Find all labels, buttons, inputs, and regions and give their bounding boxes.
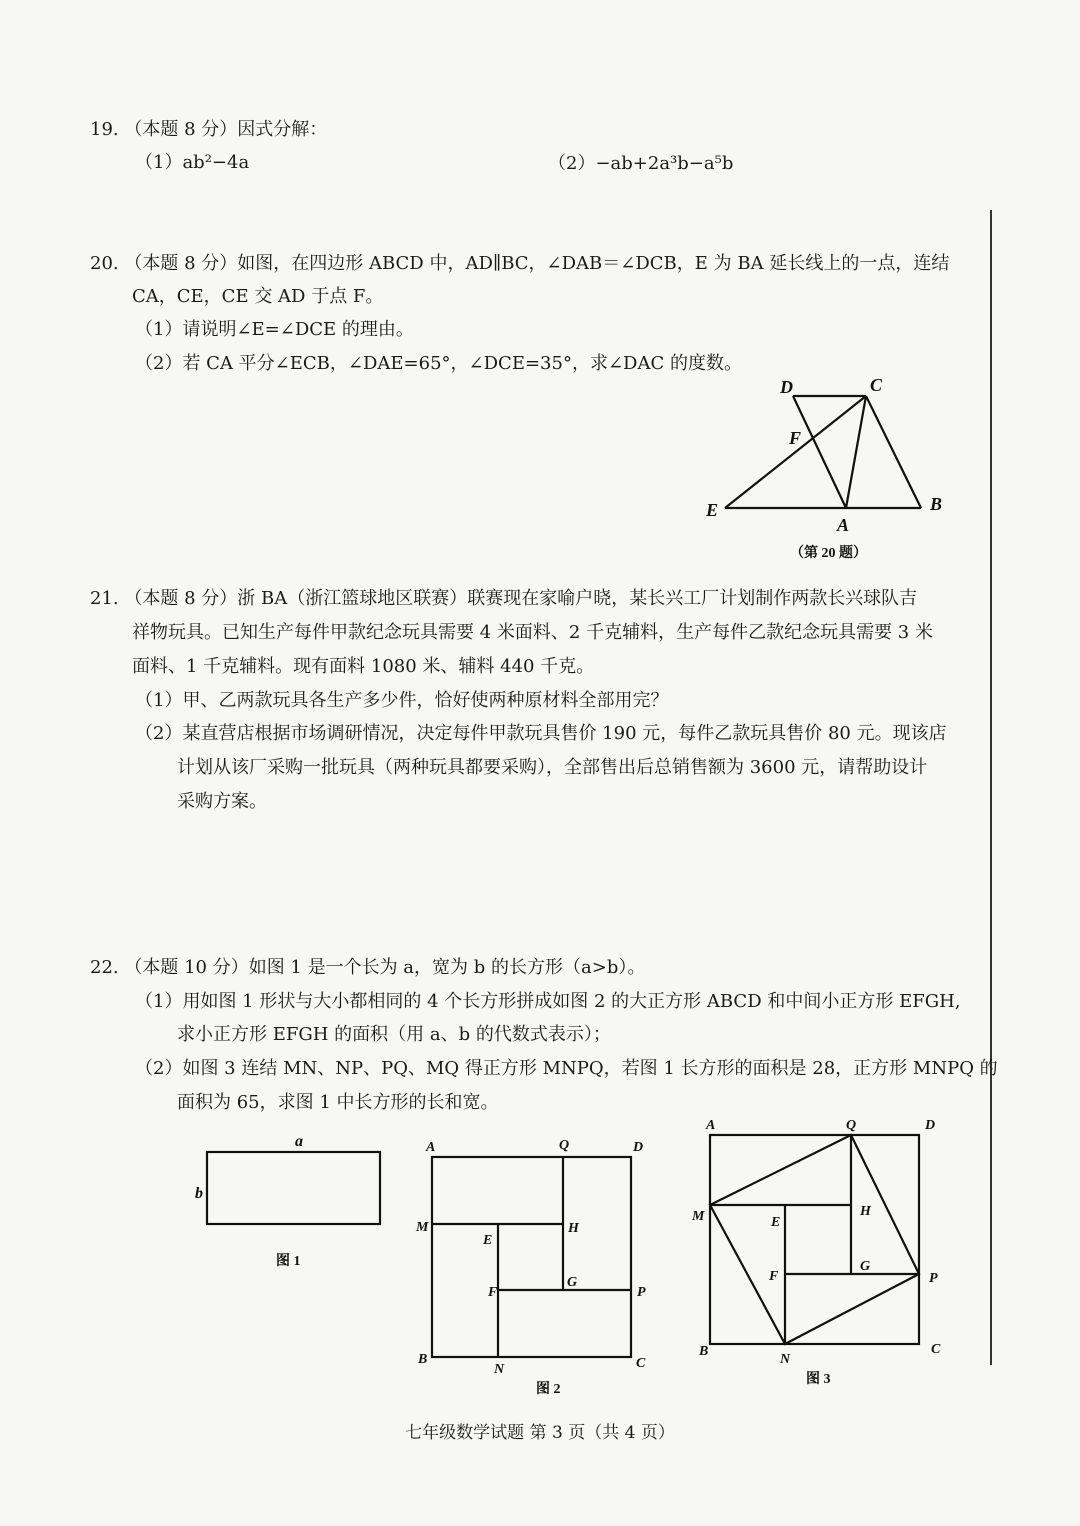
q21-line1: 21. （本题 8 分）浙 BA（浙江篮球地区联赛）联赛现在家喻户晓，某长兴工厂计划制作两款长兴球队吉 (90, 588, 918, 609)
q22-line1: 22. （本题 10 分）如图 1 是一个长为 a，宽为 b 的长方形（a>b）。 (90, 957, 646, 978)
segment-DA (793, 396, 846, 508)
q22-part2b: 面积为 65，求图 1 中长方形的长和宽。 (177, 1092, 499, 1113)
q19-part1: （1）ab²−4a (135, 152, 250, 173)
fig3-label-C: C (931, 1342, 941, 1357)
q21-part2b: 计划从该厂采购一批玩具（两种玩具都要采购），全部售出后总销售额为 3600 元，请帮助设计 (177, 757, 928, 778)
fig3-label-A: A (706, 1118, 716, 1133)
q20-part2: （2）若 CA 平分∠ECB，∠DAE=65°，∠DCE=35°，求∠DAC 的度数。 (135, 353, 742, 374)
fig1-label-b: b (195, 1185, 203, 1202)
q21-part2a: （2）某直营店根据市场调研情况，决定每件甲款玩具售价 190 元，每件乙款玩具售价 80 元。现该店 (135, 723, 947, 744)
q20-line1: 20. （本题 8 分）如图，在四边形 ABCD 中，AD∥BC，∠DAB＝∠DCB，E 为 BA 延长线上的一点，连结 (90, 253, 950, 274)
q22-part1b: 求小正方形 EFGH 的面积（用 a、b 的代数式表示）； (177, 1024, 611, 1045)
segment-CB (866, 396, 921, 508)
label-B: B (930, 494, 943, 514)
fig2-label-F: F (488, 1285, 498, 1300)
q20-caption: （第 20 题） (790, 546, 867, 561)
fig3-label-F: F (769, 1269, 779, 1284)
fig1-rectangle (207, 1152, 380, 1224)
fig2-label-H: H (568, 1221, 579, 1236)
segment-CE (725, 396, 866, 508)
fig1-label-a: a (295, 1133, 303, 1150)
segment-CA (846, 396, 866, 508)
fig2-label-D: D (633, 1140, 644, 1155)
fig3-label-Q: Q (846, 1118, 857, 1133)
fig2-label-P: P (637, 1285, 646, 1300)
fig2-label-M: M (416, 1220, 429, 1235)
q20-part1: （1）请说明∠E=∠DCE 的理由。 (135, 319, 414, 340)
fig3-square-ABCD (710, 1135, 919, 1344)
label-D: D (780, 377, 793, 397)
fig2-label-C: C (636, 1356, 646, 1371)
fig2-label-B: B (418, 1352, 428, 1367)
fig2-label-E: E (483, 1233, 493, 1248)
q22-part2a: （2）如图 3 连结 MN、NP、PQ、MQ 得正方形 MNPQ，若图 1 长方形的面积是 28，正方形 MNPQ 的 (135, 1058, 998, 1079)
q20-line2: CA，CE，CE 交 AD 于点 F。 (132, 286, 384, 307)
fig3-label-M: M (692, 1209, 705, 1224)
label-E: E (706, 500, 719, 520)
q21-part2c: 采购方案。 (177, 791, 267, 812)
q21-line3: 面料、1 千克辅料。现有面料 1080 米、辅料 440 千克。 (132, 656, 595, 677)
fig3-label-P: P (929, 1271, 938, 1286)
label-C: C (870, 375, 883, 395)
fig1-caption: 图 1 (276, 1254, 301, 1269)
fig2-label-G: G (567, 1275, 578, 1290)
label-F: F (789, 428, 802, 448)
fig3-label-D: D (925, 1118, 936, 1133)
fig2-label-A: A (426, 1140, 436, 1155)
q21-line2: 祥物玩具。已知生产每件甲款纪念玩具需要 4 米面料、2 千克辅料，生产每件乙款纪念玩具需要 3 米 (132, 622, 933, 643)
q21-part1: （1）甲、乙两款玩具各生产多少件，恰好使两种原材料全部用完？ (135, 690, 669, 711)
fig2-label-N: N (494, 1362, 505, 1377)
fig3-caption: 图 3 (806, 1372, 831, 1387)
q19-part2: （2）−ab+2a³b−a⁵b (548, 153, 734, 174)
margin-rule (990, 210, 992, 1365)
label-A: A (837, 515, 850, 535)
q19-heading: 19. （本题 8 分）因式分解： (90, 119, 328, 140)
page-footer: 七年级数学试题 第 3 页（共 4 页） (405, 1423, 675, 1443)
fig3-label-E: E (771, 1215, 781, 1230)
q22-part1a: （1）用如图 1 形状与大小都相同的 4 个长方形拼成如图 2 的大正方形 ABCD 和中间小正方形 EFGH, (135, 991, 961, 1012)
fig3-square-MNPQ (710, 1135, 919, 1344)
fig2-caption: 图 2 (536, 1382, 561, 1397)
fig3-label-B: B (699, 1344, 709, 1359)
fig2-square-ABCD (432, 1157, 631, 1357)
fig3-label-G: G (860, 1259, 871, 1274)
fig2-label-Q: Q (559, 1138, 570, 1153)
fig3-label-H: H (860, 1204, 871, 1219)
fig3-label-N: N (780, 1352, 791, 1367)
